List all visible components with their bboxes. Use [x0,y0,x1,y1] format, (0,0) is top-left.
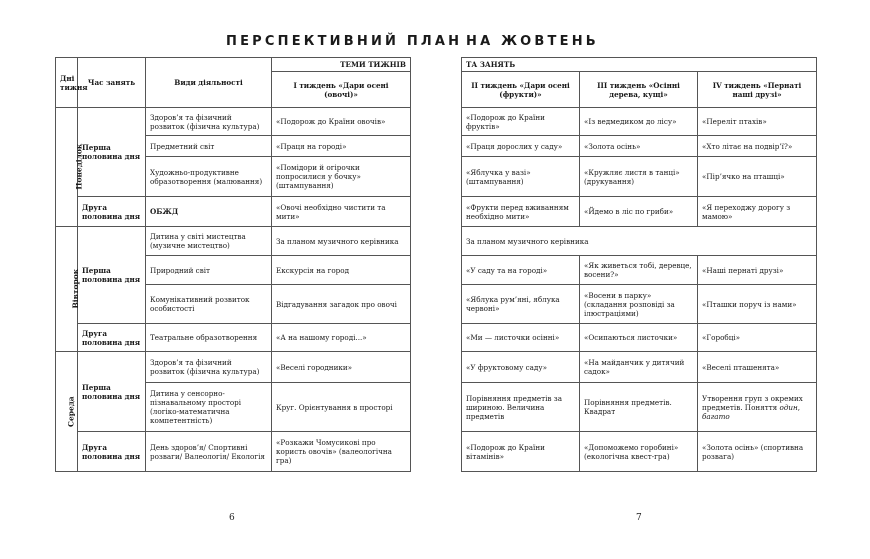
week4-cell: «Горобці» [698,324,817,352]
week4-cell: «Я переходжу дорогу з мамою» [698,197,817,227]
week2-cell: «Яблука рум’яні, яблука червоні» [462,285,580,324]
week4-cell: «Пір’ячко на пташці» [698,157,817,197]
page-number-left: 6 [229,513,235,523]
activity-cell: Дитина у світі мистецтва (музичне мистецтво) [146,227,272,256]
week1-cell: «Праця на городі» [272,136,411,157]
time-cell: Перша половина дня [78,227,146,324]
title-right: НА ЖОВТЕНЬ [466,34,599,49]
time-cell: Друга половина дня [78,324,146,352]
italic-term: один [779,402,798,412]
week2-cell: «Ми — листочки осінні» [462,324,580,352]
week3-cell: Порівняння предметів. Квадрат [580,383,698,432]
day-monday [56,108,84,227]
header-themes-cont: ТА ЗАНЯТЬ [462,58,817,72]
day-tuesday [56,227,81,352]
activity-cell: Дитина у сенсорно-пізнавальному просторі (логіко-математична компетентність) [146,383,272,432]
week2-cell: «Подорож до Країни вітамінів» [462,432,580,472]
activity-cell: Здоров’я та фізичний розвиток (фізична культура) [146,352,272,383]
header-week3: ІІІ тиждень «Осінні дерева, кущі» [580,72,698,108]
week1-cell: Відгадування загадок про овочі [272,285,411,324]
activity-cell: ОБЖД [146,197,272,227]
activity-cell: Театральне образотворення [146,324,272,352]
time-cell: Друга половина дня [78,432,146,472]
activity-cell: Природний світ [146,256,272,285]
week1-cell: Екскурсія на город [272,256,411,285]
week3-cell: «Золота осінь» [580,136,698,157]
day-wednesday [56,352,78,472]
title-left: ПЕРСПЕКТИВНИЙ ПЛАН [226,34,463,49]
week1-cell: «Розкажи Чомусикові про користь овочів» (валеологічна гра) [272,432,411,472]
activity-cell: Комунікативний розвиток особистості [146,285,272,324]
time-cell: Друга половина дня [78,197,146,227]
week3-cell: «Йдемо в ліс по гриби» [580,197,698,227]
week4-cell: «Золота осінь» (спортивна розвага) [698,432,817,472]
week2-cell: «У саду та на городі» [462,256,580,285]
header-week4: ІV тиждень «Пернаті наші друзі» [698,72,817,108]
week1-cell: Круг. Орієнтування в просторі [272,383,411,432]
header-themes: ТЕМИ ТИЖНІВ [272,58,411,72]
week3-cell: «Допоможемо горобині» (екологічна квест-гра) [580,432,698,472]
plan-table-left [55,57,411,472]
week3-cell: «На майданчик у дитячий садок» [580,352,698,383]
week3-cell: «Як живеться тобі, деревце, восени?» [580,256,698,285]
header-week2: ІІ тиждень «Дари осені (фрукти)» [462,72,580,108]
week4-cell: «Веселі пташенята» [698,352,817,383]
week4-cell [698,383,817,432]
week2-cell: «У фруктовому саду» [462,352,580,383]
day-label: Понеділок [74,144,84,190]
week3-cell: «Восени в парку» (складання розповіді за ілюстраціями) [580,285,698,324]
week2-cell: «Подорож до Країни фруктів» [462,108,580,136]
week4-cell: «Хто літає на подвір’ї?» [698,136,817,157]
header-days: Дні тижня [56,58,78,108]
activity-cell: Художньо-продуктивне образотворення (малювання) [146,157,272,197]
day-label: Середа [66,396,76,427]
text-part: Утворення груп з окремих предметів. Поняття [702,393,803,412]
activity-cell: Здоров’я та фізичний розвиток (фізична культура) [146,108,272,136]
week3-cell: «Осипаються листочки» [580,324,698,352]
header-activity: Види діяльності [146,58,272,108]
activity-cell: День здоров’я/ Спортивні розваги/ Валеологія/ Екологія [146,432,272,472]
activity-cell: Предметний світ [146,136,272,157]
week1-cell: «Овочі необхідно чистити та мити» [272,197,411,227]
page-number-right: 7 [636,513,642,523]
week2-cell: «Фрукти перед вживанням необхідно мити» [462,197,580,227]
day-label: Вівторок [71,269,81,309]
week1-cell: «Подорож до Країни овочів» [272,108,411,136]
header-week1: І тиждень «Дари осені (овочі)» [272,72,411,108]
plan-table-right [461,57,817,472]
merged-music-cell: За планом музичного керівника [462,227,817,256]
week1-cell: «Веселі городники» [272,352,411,383]
time-cell: Перша половина дня [78,352,146,432]
week3-cell: «Із ведмедиком до лісу» [580,108,698,136]
week2-cell: «Праця дорослих у саду» [462,136,580,157]
week4-cell: «Переліт птахів» [698,108,817,136]
header-time: Час занять [78,58,146,108]
time-cell: Перша половина дня [78,108,146,197]
week2-cell: «Яблучка у вазі» (штампування) [462,157,580,197]
italic-term: багато [702,411,730,421]
week1-cell: За планом музичного керівника [272,227,411,256]
week1-cell: «Помідори й огірочки попросилися у бочку» (штампування) [272,157,411,197]
week4-cell: «Наші пернаті друзі» [698,256,817,285]
week4-cell: «Пташки поруч із нами» [698,285,817,324]
week3-cell: «Кружляє листя в танці» (друкування) [580,157,698,197]
text-part: , [797,402,801,412]
week2-cell: Порівняння предметів за шириною. Величина предметів [462,383,580,432]
week1-cell: «А на нашому городі...» [272,324,411,352]
